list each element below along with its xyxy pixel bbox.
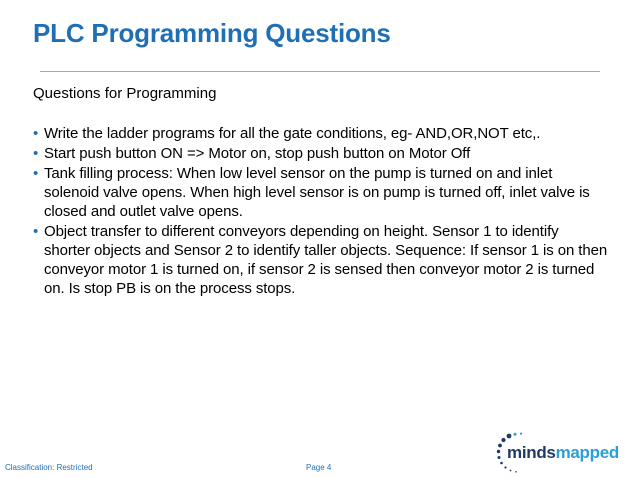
bullet-dot-icon: • (33, 125, 39, 142)
page-number: Page 4 (306, 463, 332, 472)
mindsmapped-logo (495, 429, 635, 473)
bullet-text: Tank filling process: When low level sensor on the pump is turned on and inlet solenoid valve opens. When high level sensor is on pump is turned off, inlet valve is closed and outlet valve opens. (44, 165, 590, 220)
logo-text-minds: minds (507, 443, 556, 462)
bullet-dot-icon: • (33, 223, 39, 240)
bullet-text: Start push button ON => Motor on, stop push button on Motor Off (44, 145, 471, 162)
title-divider (40, 71, 600, 72)
bullet-dot-icon: • (33, 165, 39, 182)
svg-text:mindsmapped (507, 443, 619, 462)
logo-text-mapped: mapped (555, 443, 619, 462)
bullet-text: Write the ladder programs for all the gate conditions, eg- AND,OR,NOT etc,. (44, 125, 541, 142)
bullet-item (33, 222, 608, 298)
bullet-item (33, 144, 608, 163)
bullet-item (33, 164, 608, 221)
slide-subtitle: Questions for Programming (33, 85, 217, 102)
classification-label: Classification: Restricted (5, 463, 93, 472)
bullet-dot-icon: • (33, 145, 39, 162)
bullet-list (33, 124, 608, 299)
bullet-text: Object transfer to different conveyors depending on height. Sensor 1 to identify shorter objects and Sensor 2 to identify taller objects. Sequence: If sensor 1 is on then conveyor motor 1 is turned on, if sensor 2 is sensed then conveyor motor 2 is turned on. Is stop PB is on the process stops. (44, 223, 608, 297)
bullet-item (33, 124, 608, 143)
slide-title: PLC Programming Questions (33, 18, 391, 48)
